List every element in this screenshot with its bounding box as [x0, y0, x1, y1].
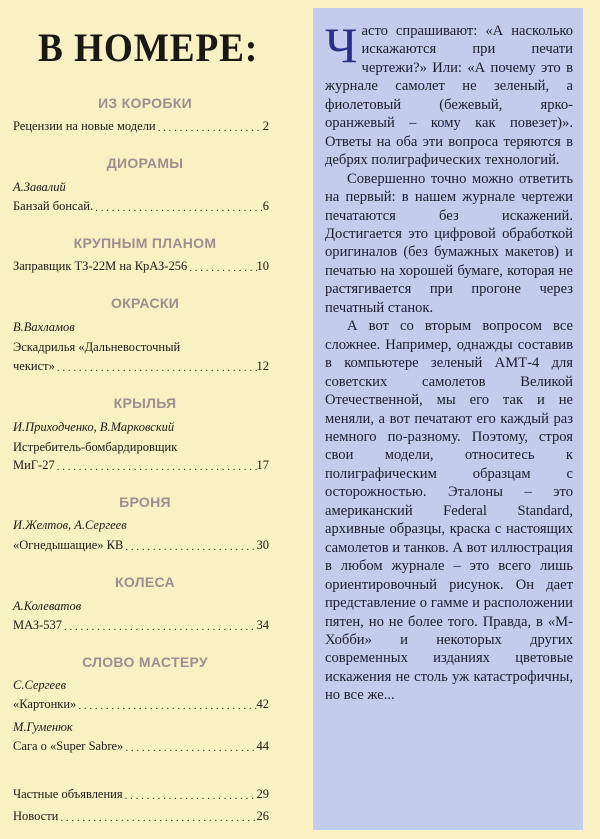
drop-cap: Ч — [325, 17, 358, 73]
entry-page: 42 — [256, 697, 269, 711]
toc-entry[interactable] — [13, 358, 269, 374]
leader-dots — [123, 742, 256, 754]
leader-dots — [123, 541, 256, 553]
entry-title: Рецензии на новые модели — [13, 119, 156, 133]
toc-entry[interactable] — [13, 786, 269, 802]
entry-page: 29 — [256, 787, 269, 801]
entry-title: МАЗ-537 — [13, 618, 63, 632]
leader-dots — [156, 122, 263, 134]
author: В.Вахламов — [13, 320, 75, 334]
author: А.Завалий — [13, 180, 66, 194]
section-heading: БРОНЯ — [119, 494, 171, 510]
editorial-box — [313, 8, 583, 830]
toc-entry[interactable] — [13, 808, 269, 824]
section-heading: КРУПНЫМ ПЛАНОМ — [73, 235, 217, 251]
entry-title: МиГ-27 — [13, 458, 55, 472]
toc-entry[interactable] — [13, 738, 269, 754]
entry-title: Сага о «Super Sabre» — [13, 739, 124, 753]
leader-dots — [62, 621, 256, 633]
section-heading: КРЫЛЬЯ — [113, 395, 177, 411]
table-of-contents — [0, 0, 290, 839]
section-heading: ИЗ КОРОБКИ — [98, 95, 192, 111]
author: А.Колеватов — [13, 599, 82, 613]
entry-title: Заправщик ТЗ-22М на КрАЗ-256 — [13, 259, 188, 273]
entry-title: Банзай бонсай. — [13, 199, 94, 213]
editorial-text: асто спрашивают: «А насколько искажаются при печати чертежи?» Или: «А почему это в журнале самолет не зеленый, а фиолетовый (бежевый, ярко-оранжевый – кому как повезет)». Ответы на оба эти вопроса теряются в дебрях полиграфических технологий. — [325, 23, 573, 169]
entry-page: 2 — [262, 119, 269, 133]
leader-dots — [76, 700, 256, 712]
entry-page: 6 — [262, 199, 269, 213]
leader-dots — [123, 790, 257, 802]
section-heading: СЛОВО МАСТЕРУ — [82, 654, 208, 670]
author: С.Сергеев — [13, 678, 67, 692]
entry-page: 10 — [256, 259, 269, 273]
section-heading: ДИОРАМЫ — [106, 155, 184, 171]
entry-page: 30 — [256, 538, 269, 552]
toc-entry[interactable] — [13, 198, 269, 214]
editorial-paragraph: А вот со вторым вопросом все сложнее. Например, однажды составив в компьютере зеленый АМТ-4 для советских самолетов Великой Отечественной, мы его так и не меняли, а вот печатают его каждый раз немного по-разному. Поэтому, строя свои модели, относитесь к полиграфическим образцам с осторожностью. Эталоны – это американский Federal Standard, архивные образцы, краска с настоящих самолетов и танков. А вот иллюстрация в любом журнале – это всего лишь ориентировочный рисунок. Он дает представление о гамме и расположении пятен, но не более того. Правда, в «М-Хобби» и некоторых других современных изданиях цветовые искажения не столь уж катастрофичны, но все же... — [325, 318, 573, 704]
leader-dots — [93, 202, 263, 214]
entry-title-line: Истребитель-бомбардировщик — [13, 440, 178, 454]
leader-dots — [58, 812, 256, 824]
page-title: В НОМЕРЕ: — [38, 25, 259, 70]
leader-dots — [187, 262, 256, 274]
leader-dots — [55, 461, 257, 473]
entry-title-line: Эскадрилья «Дальневосточный — [13, 340, 181, 354]
entry-title: Частные объявления — [13, 787, 123, 801]
entry-page: 26 — [256, 809, 269, 823]
entry-title: Новости — [13, 809, 59, 823]
toc-entry[interactable] — [13, 537, 269, 553]
leader-dots — [55, 362, 257, 374]
toc-entry[interactable] — [13, 696, 269, 712]
entry-page: 12 — [256, 359, 269, 373]
entry-title: «Картонки» — [13, 697, 77, 711]
entry-page: 34 — [256, 618, 269, 632]
toc-entry[interactable] — [13, 457, 269, 473]
entry-page: 17 — [256, 458, 269, 472]
entry-title: чекист» — [13, 359, 55, 373]
author: М.Гуменюк — [13, 720, 73, 734]
section-heading: ОКРАСКИ — [110, 295, 180, 311]
editorial-paragraph: Совершенно точно можно ответить на первый: в нашем журнале чертежи печатаются без искажений. Достигается это цифровой обработкой оригиналов (без бумажных макетов) и печатью на хорошей бумаге, которая не растягивается при прогоне через печатный станок. — [325, 170, 573, 316]
toc-entry[interactable] — [13, 617, 269, 633]
editorial-paragraph — [325, 17, 573, 170]
author: И.Приходченко, В.Марковский — [13, 420, 175, 434]
entry-title: «Огнедышащие» КВ — [13, 538, 124, 552]
toc-entry[interactable] — [13, 118, 269, 134]
toc-entry[interactable] — [13, 258, 269, 274]
entry-page: 44 — [256, 739, 269, 753]
section-heading: КОЛЕСА — [115, 574, 175, 590]
author: И.Желтов, А.Сергеев — [13, 518, 127, 532]
